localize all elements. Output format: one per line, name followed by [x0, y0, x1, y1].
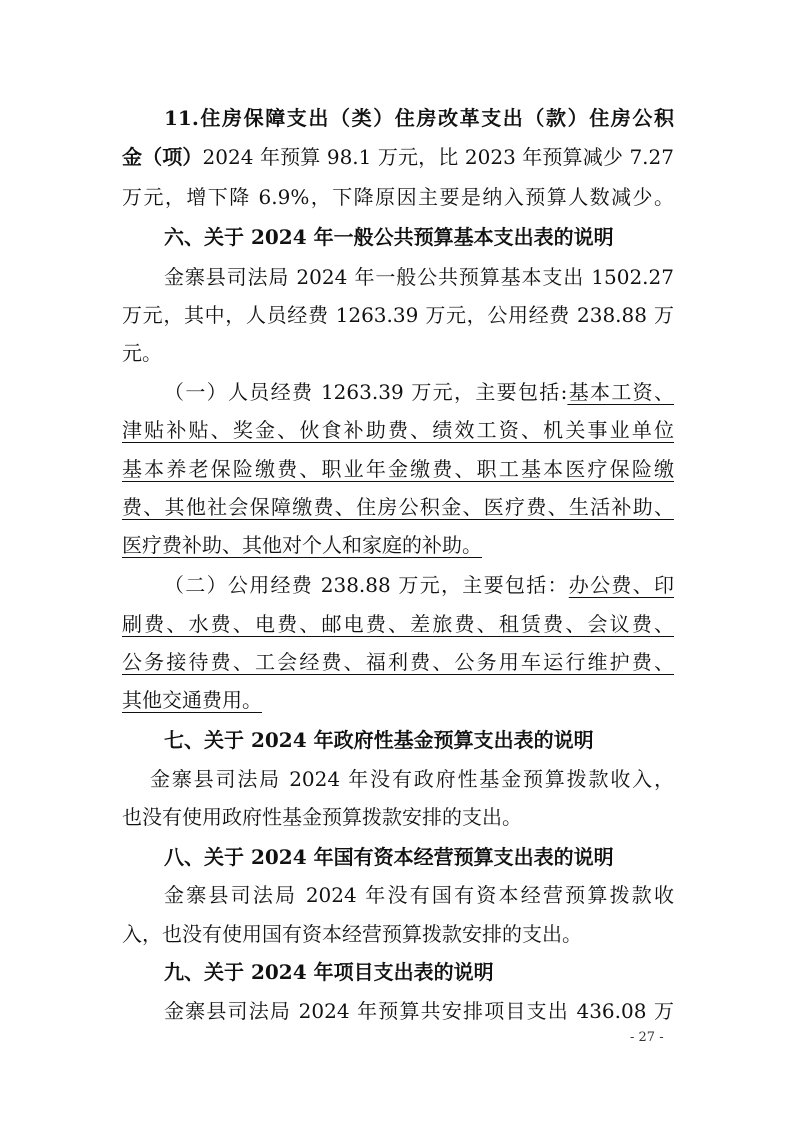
para-6a-line-4: 费、其他社会保障缴费、住房公积金、医疗费、生活补助、 — [122, 495, 674, 519]
para-6a-line-1 — [164, 377, 674, 407]
para-6b-line-1 — [164, 570, 674, 600]
heading-7: 七、关于 2024 年政府性基金预算支出表的说明 — [164, 728, 594, 752]
para-6a-line-2: 津贴补贴、奖金、伙食补助费、绩效工资、机关事业单位 — [122, 418, 674, 442]
para-6a-underlined: 基本工资、 — [567, 380, 675, 404]
para-7-line-2: 也没有使用政府性基金预算拨款安排的支出。 — [122, 805, 522, 829]
para-6-line-2: 万元，其中，人员经费 1263.39 万元，公用经费 238.88 万 — [122, 303, 674, 327]
para-6b-lead: （二）公用经费 238.88 万元，主要包括： — [164, 573, 569, 597]
item-11-line-2 — [122, 142, 674, 172]
item-11-line-1 — [164, 103, 674, 133]
para-6b-line-3: 公务接待费、工会经费、福利费、公务用车运行维护费、 — [122, 650, 674, 674]
heading-9: 九、关于 2024 年项目支出表的说明 — [164, 960, 494, 984]
para-7-line-1: 金寨县司法局 2024 年没有政府性基金预算拨款收入， — [150, 767, 674, 791]
para-6b-line-2: 刷费、水费、电费、邮电费、差旅费、租赁费、会议费、 — [122, 612, 674, 636]
para-8-line-2: 入，也没有使用国有资本经营预算拨款安排的支出。 — [122, 922, 582, 946]
item-11-title: 11.住房保障支出（类）住房改革支出（款）住房公积 — [164, 106, 674, 130]
item-11-text: 2024 年预算 98.1 万元，比 2023 年预算减少 7.27 — [202, 145, 674, 169]
heading-6: 六、关于 2024 年一般公共预算基本支出表的说明 — [164, 225, 614, 249]
para-6a-line-3: 基本养老保险缴费、职业年金缴费、职工基本医疗保险缴 — [122, 457, 674, 481]
para-8-line-1: 金寨县司法局 2024 年没有国有资本经营预算拨款收 — [164, 883, 674, 907]
heading-8: 八、关于 2024 年国有资本经营预算支出表的说明 — [164, 845, 614, 869]
para-9-line-1: 金寨县司法局 2024 年预算共安排项目支出 436.08 万 — [164, 999, 674, 1023]
para-6-line-1: 金寨县司法局 2024 年一般公共预算基本支出 1502.27 — [164, 265, 674, 289]
para-6a-lead: （一）人员经费 1263.39 万元，主要包括: — [164, 380, 568, 404]
para-6a-line-5: 医疗费补助、其他对个人和家庭的补助。 — [122, 533, 482, 557]
para-6b-line-4: 其他交通费用。 — [122, 688, 262, 712]
para-6-line-3: 元。 — [122, 341, 162, 365]
page-number: - 27 - — [630, 1030, 664, 1045]
para-6b-underlined: 办公费、印 — [568, 573, 674, 597]
item-11-line-3: 万元，增下降 6.9%，下降原因主要是纳入预算人数减少。 — [122, 185, 674, 209]
item-11-title-end: 金（项） — [122, 145, 203, 169]
